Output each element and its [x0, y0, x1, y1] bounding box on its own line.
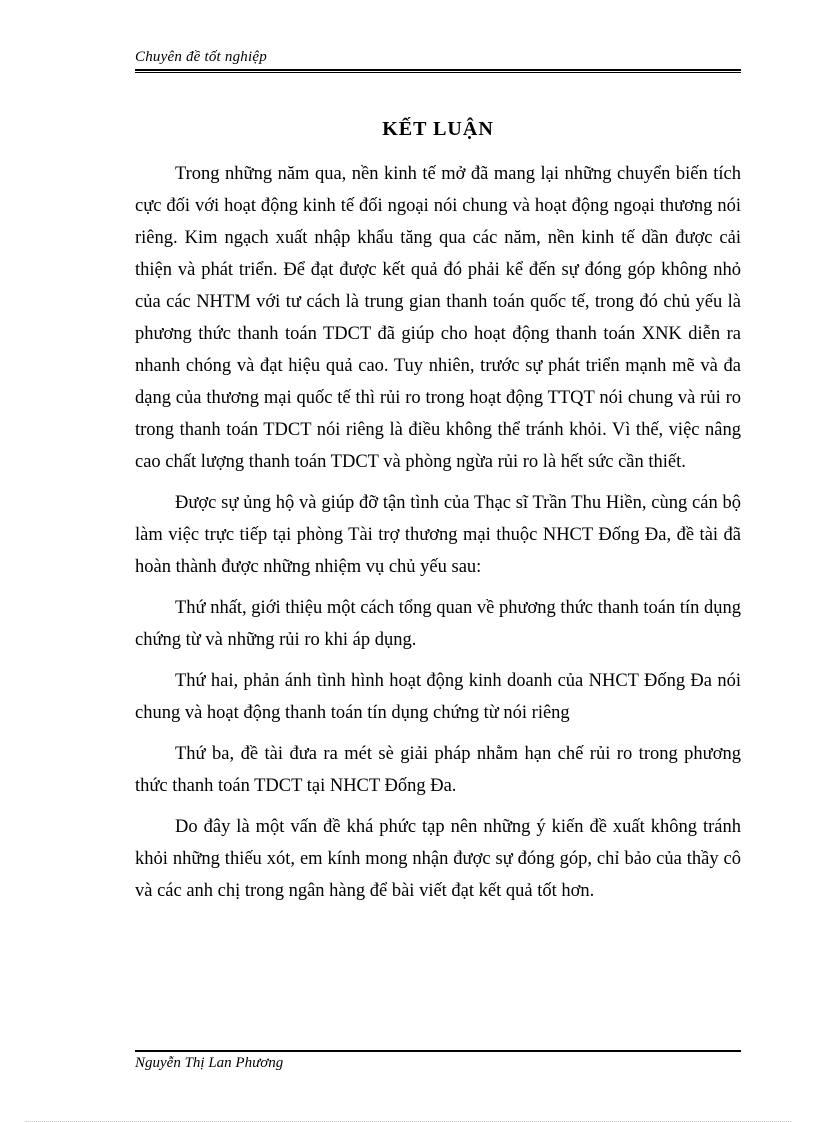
- footer-divider: [135, 1050, 741, 1052]
- page-edge-dotted-line: [25, 1121, 791, 1122]
- paragraph: Trong những năm qua, nền kinh tế mở đã mang lại những chuyển biến tích cực đối với hoạt động kinh tế đối ngoại nói chung và hoạt động ngoại thương nói riêng. Kim ngạch xuất nhập khẩu tăng qua các năm, nền kinh tế dần được cải thiện và phát triển. Để đạt được kết quả đó phải kể đến sự đóng góp không nhỏ của các NHTM với tư cách là trung gian thanh toán quốc tế, trong đó chủ yếu là phương thức thanh toán TDCT đã giúp cho hoạt động thanh toán XNK diễn ra nhanh chóng và đạt hiệu quả cao. Tuy nhiên, trước sự phát triển mạnh mẽ và đa dạng của thương mại quốc tế thì rủi ro trong hoạt động TTQT nói chung và rủi ro trong thanh toán TDCT nói riêng là điều không thể tránh khỏi. Vì thế, việc nâng cao chất lượng thanh toán TDCT và phòng ngừa rủi ro là hết sức cần thiết.: [135, 164, 741, 472]
- paragraph: Thứ nhất, giới thiệu một cách tổng quan về phương thức thanh toán tín dụng chứng từ và những rủi ro khi áp dụng.: [135, 598, 742, 650]
- body-text: [135, 158, 741, 916]
- running-header: Chuyên đề tốt nghiệp: [135, 49, 267, 65]
- paragraph: Do đây là một vấn đề khá phức tạp nên những ý kiến đề xuất không tránh khỏi những thiếu xót, em kính mong nhận được sự đóng góp, chỉ bảo của thầy cô và các anh chị trong ngân hàng để bài viết đạt kết quả tốt hơn.: [135, 817, 741, 901]
- header-divider: [135, 69, 741, 73]
- paragraph: Thứ hai, phản ánh tình hình hoạt động kinh doanh của NHCT Đống Đa nói chung và hoạt động thanh toán tín dụng chứng từ nói riêng: [135, 671, 741, 723]
- running-footer-author: Nguyễn Thị Lan Phương: [135, 1055, 284, 1071]
- section-heading: KẾT LUẬN: [382, 118, 494, 140]
- paragraph: Thứ ba, đề tài đưa ra mét sè giải pháp nhằm hạn chế rủi ro trong phương thức thanh toán TDCT tại NHCT Đống Đa.: [135, 744, 741, 796]
- paragraph: Được sự ủng hộ và giúp đỡ tận tình của Thạc sĩ Trần Thu Hiền, cùng cán bộ làm việc trực tiếp tại phòng Tài trợ thương mại thuộc NHCT Đống Đa, đề tài đã hoàn thành được những nhiệm vụ chủ yếu sau:: [135, 493, 741, 577]
